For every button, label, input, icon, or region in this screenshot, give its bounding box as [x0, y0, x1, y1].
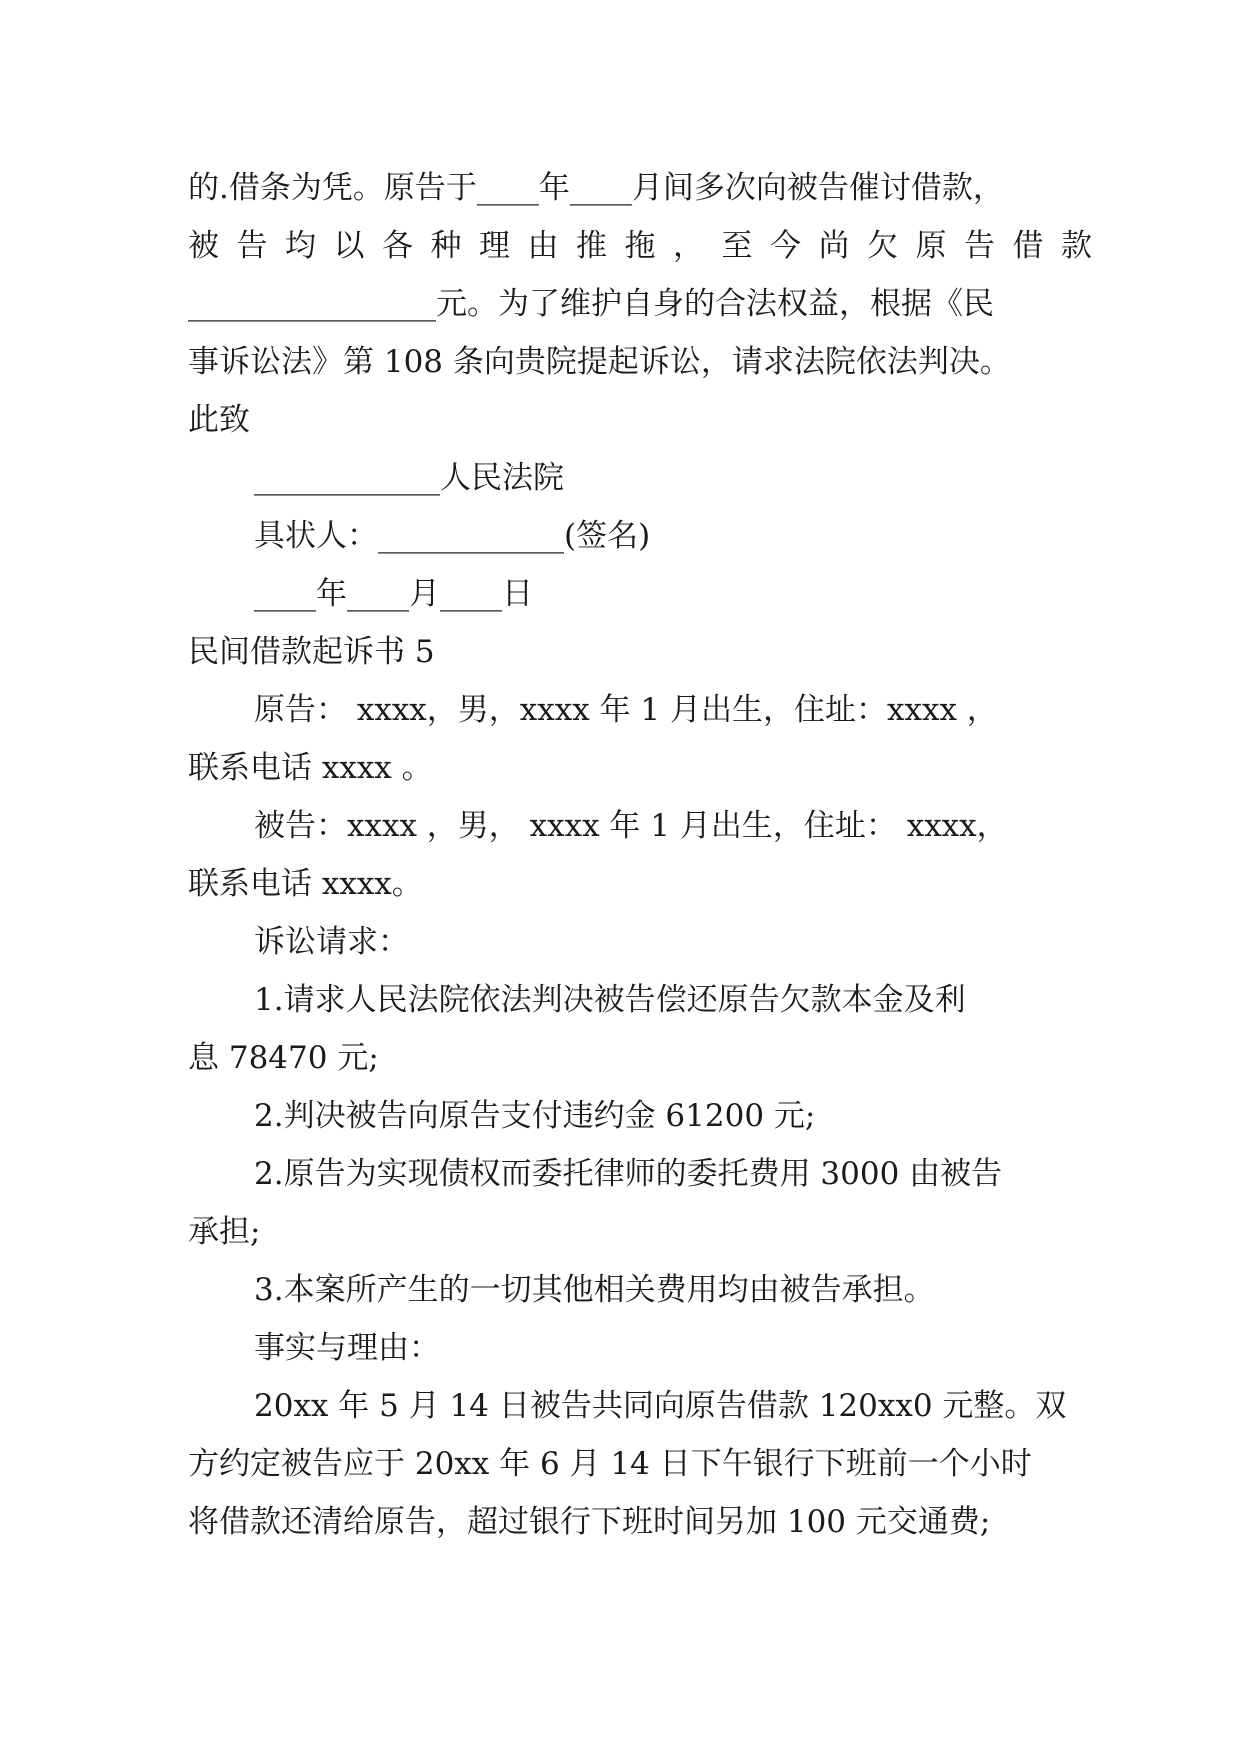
body-text-line: ________________元。为了维护自身的合法权益，根据《民 — [188, 286, 994, 322]
facts-text-line: 方约定被告应于 20xx 年 6 月 14 日下午银行下班前一个小时 — [188, 1446, 1032, 1482]
date-line: ____年____月____日 — [254, 576, 533, 612]
claim-item: 2.判决被告向原告支付违约金 61200 元; — [254, 1098, 816, 1134]
claim-item: 1.请求人民法院依法判决被告偿还原告欠款本金及利 — [254, 982, 966, 1018]
signature-line: 具状人：____________(签名) — [254, 518, 651, 554]
claim-item-continued: 承担; — [188, 1214, 261, 1250]
body-text-line: 事诉讼法》第 108 条向贵院提起诉讼，请求法院依法判决。 — [188, 344, 1011, 380]
claim-item-continued: 息 78470 元; — [188, 1040, 379, 1076]
facts-heading: 事实与理由： — [254, 1330, 440, 1366]
defendant-phone: 联系电话 xxxx。 — [188, 866, 423, 902]
plaintiff-phone: 联系电话 xxxx 。 — [188, 750, 433, 786]
claims-heading: 诉讼请求： — [254, 924, 409, 960]
defendant-info: 被告：xxxx ，男， xxxx 年 1 月出生，住址： xxxx， — [254, 808, 1008, 844]
salutation: 此致 — [188, 402, 250, 438]
facts-text-line: 20xx 年 5 月 14 日被告共同向原告借款 120xx0 元整。双 — [254, 1388, 1067, 1424]
plaintiff-info: 原告： xxxx，男，xxxx 年 1 月出生，住址：xxxx ， — [254, 692, 998, 728]
claim-item: 3.本案所产生的一切其他相关费用均由被告承担。 — [254, 1272, 935, 1308]
claim-item: 2.原告为实现债权而委托律师的委托费用 3000 由被告 — [254, 1156, 1003, 1192]
body-text-line: 的.借条为凭。原告于____年____月间多次向被告催讨借款， — [188, 170, 1004, 206]
body-text-line: 被告均以各种理由推拖，至今尚欠原告借款 — [188, 228, 1110, 264]
section-title: 民间借款起诉书 5 — [188, 634, 435, 670]
court-name-line: ____________人民法院 — [254, 460, 564, 496]
facts-text-line: 将借款还清给原告，超过银行下班时间另加 100 元交通费; — [188, 1504, 991, 1540]
